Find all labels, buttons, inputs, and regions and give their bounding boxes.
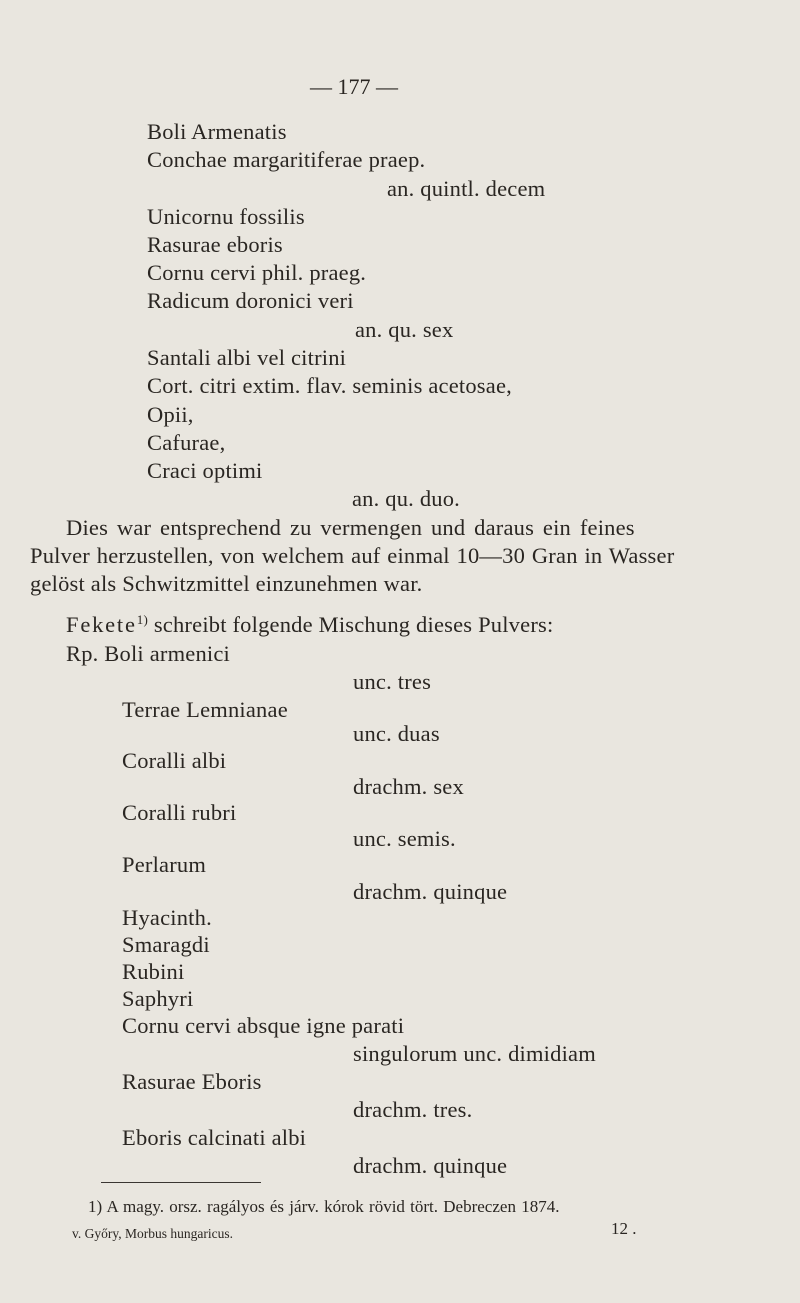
recipe-line: Cornu cervi absque igne parati [122, 1013, 405, 1038]
recipe-line: Cornu cervi phil. praeg. [147, 260, 367, 285]
recipe-line: Unicornu fossilis [147, 204, 305, 229]
recipe-quantity: drachm. quinque [353, 879, 508, 904]
recipe-quantity: singulorum unc. dimidiam [353, 1041, 596, 1066]
recipe-quantity: unc. tres [353, 669, 432, 694]
recipe-line: Terrae Lemnianae [122, 697, 288, 722]
recipe-line: Cafurae, [147, 430, 226, 455]
paragraph-line: Pulver herzustellen, von welchem auf einmal 10—30 Gran in Wasser [30, 543, 675, 568]
footnote-divider [101, 1182, 261, 1183]
recipe-line: Santali albi vel citrini [147, 345, 347, 370]
footnote: 1) A magy. orsz. ragályos és járv. kórok rövid tört. Debreczen 1874. [88, 1197, 560, 1216]
intro-text: schreibt folgende Mischung dieses Pulvers: [148, 612, 554, 637]
recipe-quantity: unc. semis. [353, 826, 456, 851]
recipe-line: Smaragdi [122, 932, 210, 957]
recipe-line: Coralli rubri [122, 800, 237, 825]
intro-line [66, 611, 553, 639]
recipe-quantity: drachm. tres. [353, 1097, 473, 1122]
recipe-quantity: an. qu. duo. [352, 486, 461, 511]
page-number: — 177 — [310, 74, 398, 99]
signature-right: 12 . [611, 1219, 637, 1238]
recipe-line: Coralli albi [122, 748, 227, 773]
recipe-line: Rubini [122, 959, 185, 984]
recipe-line: Opii, [147, 402, 194, 427]
footnote-ref: 1) [136, 612, 149, 627]
paragraph-line: gelöst als Schwitzmittel einzunehmen war. [30, 571, 423, 596]
recipe-quantity: an. quintl. decem [387, 176, 546, 201]
recipe-line: Hyacinth. [122, 905, 212, 930]
recipe-line: Conchae margaritiferae praep. [147, 147, 426, 172]
recipe-line: Rp. Boli armenici [66, 641, 230, 666]
recipe-line: Craci optimi [147, 458, 263, 483]
recipe-quantity: drachm. quinque [353, 1153, 508, 1178]
recipe-line: Rasurae eboris [147, 232, 283, 257]
recipe-line: Perlarum [122, 852, 207, 877]
recipe-line: Cort. citri extim. flav. seminis acetosae, [147, 373, 512, 398]
recipe-line: Boli Armenatis [147, 119, 287, 144]
recipe-quantity: unc. duas [353, 721, 440, 746]
recipe-quantity: an. qu. sex [355, 317, 454, 342]
recipe-line: Saphyri [122, 986, 194, 1011]
recipe-line: Eboris calcinati albi [122, 1125, 307, 1150]
recipe-line: Radicum doronici veri [147, 288, 354, 313]
paragraph-line: Dies war entsprechend zu vermengen und daraus ein feines [66, 515, 635, 540]
recipe-quantity: drachm. sex [353, 774, 464, 799]
recipe-line: Rasurae Eboris [122, 1069, 262, 1094]
signature-left: v. Győry, Morbus hungaricus. [72, 1226, 233, 1241]
author-name: Fekete [66, 612, 137, 637]
